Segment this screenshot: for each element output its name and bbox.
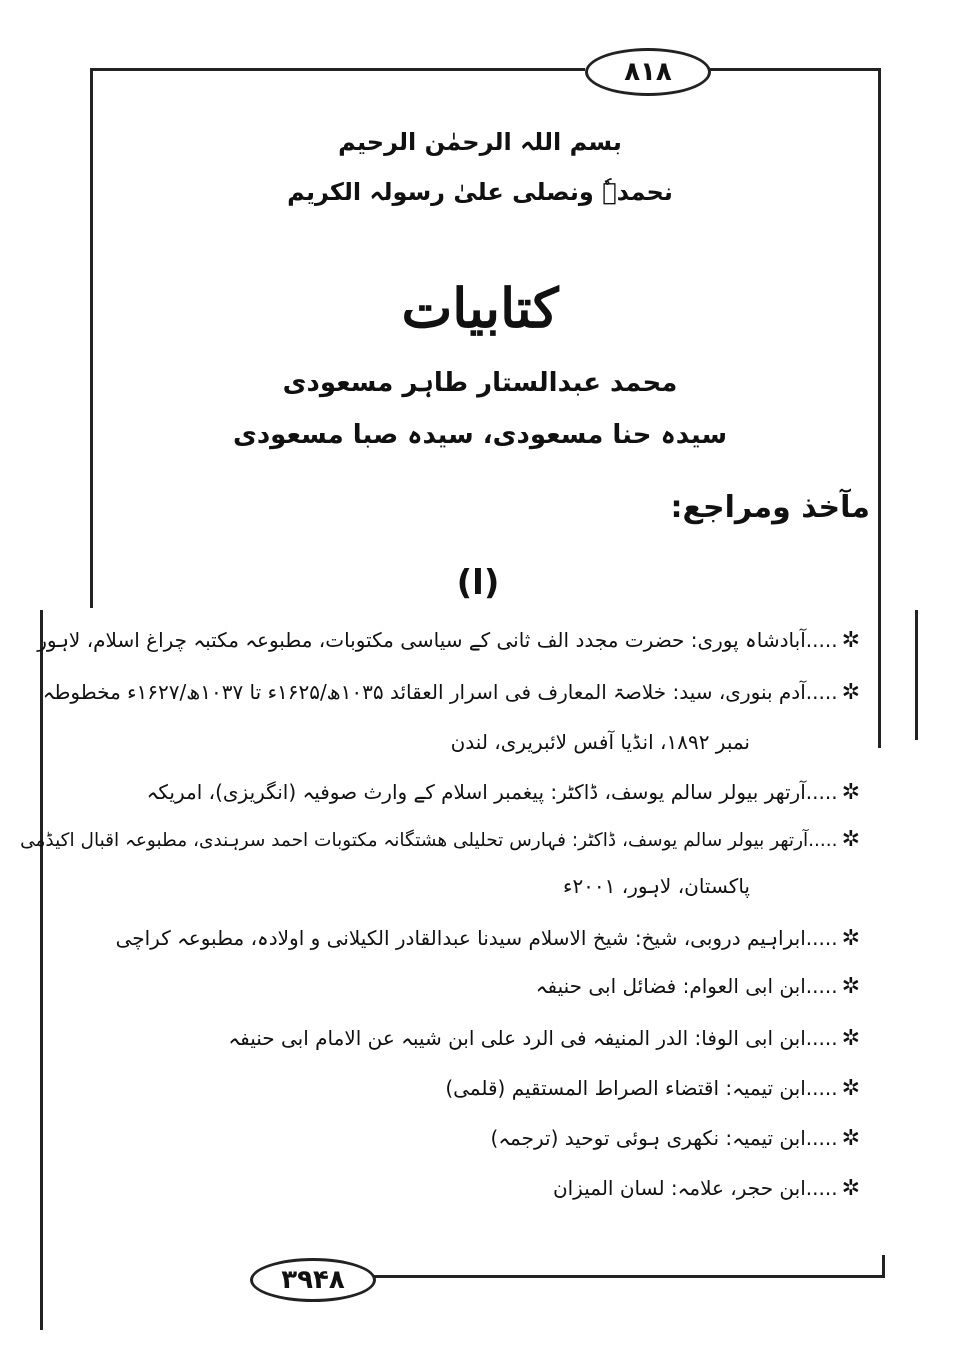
entry-text: ابراہیم دروبی، شیخ: شیخ الاسلام سیدنا عبدالقادر الکیلانی و اولادہ، مطبوعہ کراچی <box>115 926 806 950</box>
star-bullet-icon: ✲ <box>841 1126 860 1151</box>
star-bullet-icon: ✲ <box>841 628 860 653</box>
page-number-top <box>585 48 711 96</box>
entry-text: آرتھر بیولر سالم یوسف، ڈاکٹر: فہارس تحلیلی ھشتگانہ مکتوبات احمد سرہندی، مطبوعہ اقبال اکیڈمی <box>20 830 809 851</box>
basmala: بسم اللہ الرحمٰن الرحیم <box>338 128 622 156</box>
star-bullet-icon: ✲ <box>841 1026 860 1051</box>
star-bullet-icon: ✲ <box>841 680 860 705</box>
leader-dots: ..... <box>808 830 838 851</box>
letter-alif: (ا) <box>456 563 500 603</box>
frame-bottom-line <box>370 1275 885 1278</box>
star-bullet-icon: ✲ <box>841 1176 860 1201</box>
entry-continuation: نمبر ۱۸۹۲، انڈیا آفس لائبریری، لندن <box>450 730 750 754</box>
frame-right-line <box>878 68 881 748</box>
star-bullet-icon: ✲ <box>841 926 860 951</box>
list-item <box>20 820 860 861</box>
leader-dots: ..... <box>805 1126 838 1150</box>
star-bullet-icon: ✲ <box>841 974 860 999</box>
frame-mid-right-line <box>915 610 918 740</box>
page-title: کتابیات <box>401 276 559 340</box>
list-item <box>491 1118 860 1159</box>
frame-top-line-right <box>705 68 880 71</box>
entry-text: ابن حجر، علامہ: لسان المیزان <box>552 1176 806 1200</box>
list-item <box>43 672 860 713</box>
entry-text: آدم بنوری، سید: خلاصۃ المعارف فی اسرار العقائد ۱۰۳۵ھ/۱۶۲۵ء تا ۱۰۳۷ھ/۱۶۲۷ء مخطوطہ <box>42 680 806 704</box>
entry-text: آرتھر بیولر سالم یوسف، ڈاکٹر: پیغمبر اسلام کے وارث صوفیہ (انگریزی)، امریکہ <box>146 780 806 804</box>
sources-heading: مآخذ ومراجع: <box>670 490 870 525</box>
entry-text: ابن ابی الوفا: الدر المنیفہ فی الرد علی ابن شیبہ عن الامام ابی حنیفہ <box>228 1026 806 1050</box>
leader-dots: ..... <box>805 1026 838 1050</box>
entry-text: ابن تیمیہ: اقتضاء الصراط المستقیم (قلمی) <box>445 1076 806 1100</box>
list-item <box>445 1068 860 1109</box>
entry-text: ابن تیمیہ: نکھری ہوئی توحید (ترجمہ) <box>490 1126 806 1150</box>
invocation: نحمدہٗ ونصلی علیٰ رسولہ الکریم <box>287 178 673 206</box>
leader-dots: ..... <box>805 680 838 704</box>
list-item <box>116 918 860 959</box>
frame-bottom-right-line <box>882 1255 885 1277</box>
entry-text: ابن ابی العوام: فضائل ابی حنیفہ <box>535 974 806 998</box>
star-bullet-icon: ✲ <box>841 1076 860 1101</box>
page-number-bottom-text: ۳۹۴۸ <box>281 1265 345 1295</box>
leader-dots: ..... <box>805 974 838 998</box>
list-item <box>37 620 860 661</box>
page-number-bottom <box>250 1258 376 1302</box>
list-item <box>553 1168 860 1209</box>
leader-dots: ..... <box>805 926 838 950</box>
frame-mid-left-line <box>40 610 43 1330</box>
page-number-top-text: ۸۱۸ <box>624 57 672 87</box>
leader-dots: ..... <box>805 1076 838 1100</box>
leader-dots: ..... <box>805 780 838 804</box>
list-item <box>147 772 860 813</box>
author-1: محمد عبدالستار طاہر مسعودی <box>282 368 678 398</box>
star-bullet-icon: ✲ <box>841 827 860 852</box>
entry-continuation: پاکستان، لاہور، ۲۰۰۱ء <box>563 874 750 898</box>
frame-top-line <box>90 68 585 71</box>
entry-text: آبادشاہ پوری: حضرت مجدد الف ثانی کے سیاسی مکتوبات، مطبوعہ مکتبہ چراغ اسلام، لاہور <box>37 628 806 652</box>
author-2: سیدہ حنا مسعودی، سیدہ صبا مسعودی <box>232 420 728 450</box>
list-item <box>228 1018 860 1059</box>
leader-dots: ..... <box>805 1176 838 1200</box>
list-item <box>536 966 860 1007</box>
star-bullet-icon: ✲ <box>841 780 860 805</box>
leader-dots: ..... <box>805 628 838 652</box>
